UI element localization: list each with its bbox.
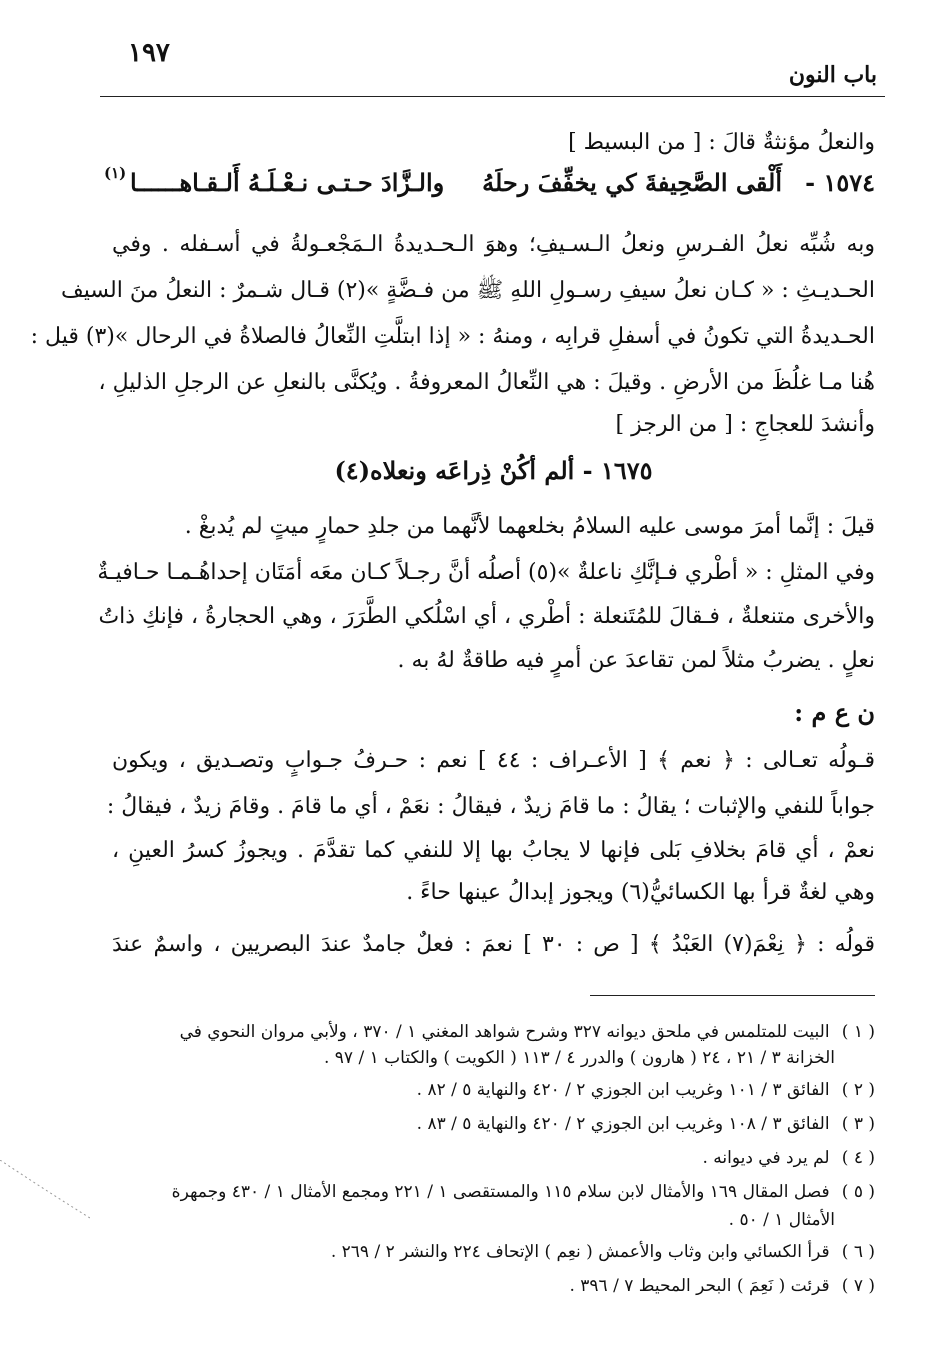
footnote-text: الفائق ٣ / ١٠٨ وغريب ابن الجوزي ٢ / ٤٢٠ والنهاية ٥ / ٨٣ . [416,1114,830,1134]
footnote-4 [112,1146,875,1170]
footnote-text: البيت للمتلمس في ملحق ديوانه ٣٢٧ وشرح شواهد المغني ١ / ٣٧٠ ، ولأبي مروان النحوي في [179,1022,830,1042]
footnote-text: قرئت ( نَعِمَ ) البحر المحيط ٧ / ٣٩٦ . [569,1276,830,1296]
footnote-5-continued [112,1208,835,1232]
body-line: نعمْ ، أي قامَ بخلافِ بَلى فإنها لا يجابُ بها إلا للنفي كما تقدَّمَ . ويجوزُ كسرُ العينِ ، [112,838,875,863]
body-line: نعلٍ . يضربُ مثلاً لمن تقاعدَ عن أمرٍ فيه طاقةٌ لهُ به . [397,648,875,673]
footnote-2 [112,1078,875,1102]
footnote-number: ( ٣ ) [841,1114,875,1134]
footnote-marker: (١) [104,164,127,182]
body-line: وبه شُبِّه نعلُ الفـرسِ ونعلُ الـسـيفِ؛ وهوَ الـحـديدةُ الـمَجْعـولةُ في أسـفله . وفي [112,232,875,257]
footnote-number: ( ٦ ) [841,1242,875,1262]
footnote-number: ( ١ ) [841,1022,875,1042]
footnote-5 [112,1180,875,1204]
footnote-number: ( ٢ ) [841,1080,875,1100]
footnote-rule [590,995,875,996]
page-number: ١٩٧ [128,38,170,68]
body-line: قـولُه تعـالى : ﴿ نعم ﴾ [ الأعـراف : ٤٤ ] نعم : حـرفُ جـوابٍ وتصـديق ، ويكون [112,748,875,773]
verse-hemistich-second: والـزَّادَ حـتـى نـعْـلَـهُ أَلـقـاهــــــا [130,168,445,197]
body-line: قولُه : ﴿ نِعْمَ(٧) العَبْدُ ﴾ [ ص : ٣٠ ] نعمَ : فعلٌ جامدٌ عندَ البصريين ، واسمٌ عندَ [112,932,876,957]
body-line: وفي المثلِ : « أطْري فـإنَّكِ ناعلةٌ »(٥) أصلُه أنَّ رجـلاً كـان معَه أمَتَان إحداهُـمـا حـافيـةٌ [97,560,875,585]
body-line: والأخرى متنعلةٌ ، فـقالَ للمُتَنعلة : أطْري ، أي اسْلُكي الطَّرَرَ ، وهي الحجارةُ ، فإنكِ ذاتُ [98,604,875,629]
footnote-text: الأمثال ١ / ٥٠ . [728,1210,835,1230]
body-line: والنعلُ مؤنثةٌ قالَ : [ من البسيط ] [568,130,875,155]
body-line: هُنا مـا غلُظَ من الأرضِ . وقيلَ : هي النِّعالُ المعروفةُ . ويُكنَّى بالنعلِ عن الرجلِ الذليلِ ، [98,370,875,395]
header-rule [100,96,885,97]
body-line: جواباً للنفي والإثبات ؛ يقالُ : ما قامَ زيدٌ ، فيقالُ : نعَمْ ، أي ما قامَ . وقامَ زيدٌ ، فيقالُ : [106,794,875,819]
footnote-6 [112,1240,875,1264]
verse-number: ١٥٧٤ - [805,168,875,197]
body-line: الحـديدةُ التي تكونُ في أسفلِ قرابِه ، ومنهُ : « إذا ابتلَّتِ النِّعالُ فالصلاةُ في الرحال »(٣) قيل : [30,324,875,349]
chapter-title: باب النون [788,62,877,88]
footnote-text: قرأ الكسائي وابن وثاب والأعمش ( نعِم ) الإتحاف ٢٢٤ والنشر ٢ / ٢٦٩ . [330,1242,830,1262]
footnote-text: الفائق ٣ / ١٠١ وغريب ابن الجوزي ٢ / ٤٢٠ والنهاية ٥ / ٨٢ . [416,1080,830,1100]
footnote-number: ( ٧ ) [841,1276,875,1296]
body-line: قيلَ : إنَّما أمرَ موسى عليه السلامُ بخلعهما لأنَّهما من جلدِ حمارٍ ميتٍ لم يُدبغْ . [184,514,875,539]
footnote-number: ( ٥ ) [841,1182,875,1202]
footnote-number: ( ٤ ) [841,1148,875,1168]
body-line: وأنشدَ للعجاجِ : [ من الرجز ] [615,412,875,437]
footnote-text: الخزانة ٣ / ٢١ ، ٢٤ ( هارون ) والدرر ٤ / ١١٣ ( الكويت ) والكتاب ١ / ٩٧ . [323,1048,835,1068]
footnote-1 [112,1020,875,1044]
body-line: الحـديـثِ : « كـان نعلُ سيفِ رسـولِ اللهِ ﷺ من فـضَّةٍ »(٢) قـال شـمرٌ : النعلُ منَ السيف [60,278,875,303]
footnote-7 [112,1274,875,1298]
section-heading: ن ع م : [794,698,875,727]
footnote-text: لم يرد في ديوانه . [702,1148,830,1168]
footnote-text: فصل المقال ١٦٩ والأمثال لابن سلام ١١٥ والمستقصى ١ / ٢٢١ ومجمع الأمثال ١ / ٤٣٠ وجمهرة [171,1182,830,1202]
verse-hemistich-first: أَلْقى الصَّحِيفةَ كي يخفِّفَ رحلَهُ [482,168,782,197]
body-line: وهي لغةٌ قرأ بها الكسائيُّ(٦) ويجوز إبدالُ عينها حاءً . [406,880,875,905]
footnote-3 [112,1112,875,1136]
scan-artifact-line [0,1160,90,1220]
footnote-1-continued [112,1046,835,1070]
verse-couplet: ١٦٧٥ - ألم أكُنْ ذِراعَه ونعلاه(٤) [334,456,653,485]
